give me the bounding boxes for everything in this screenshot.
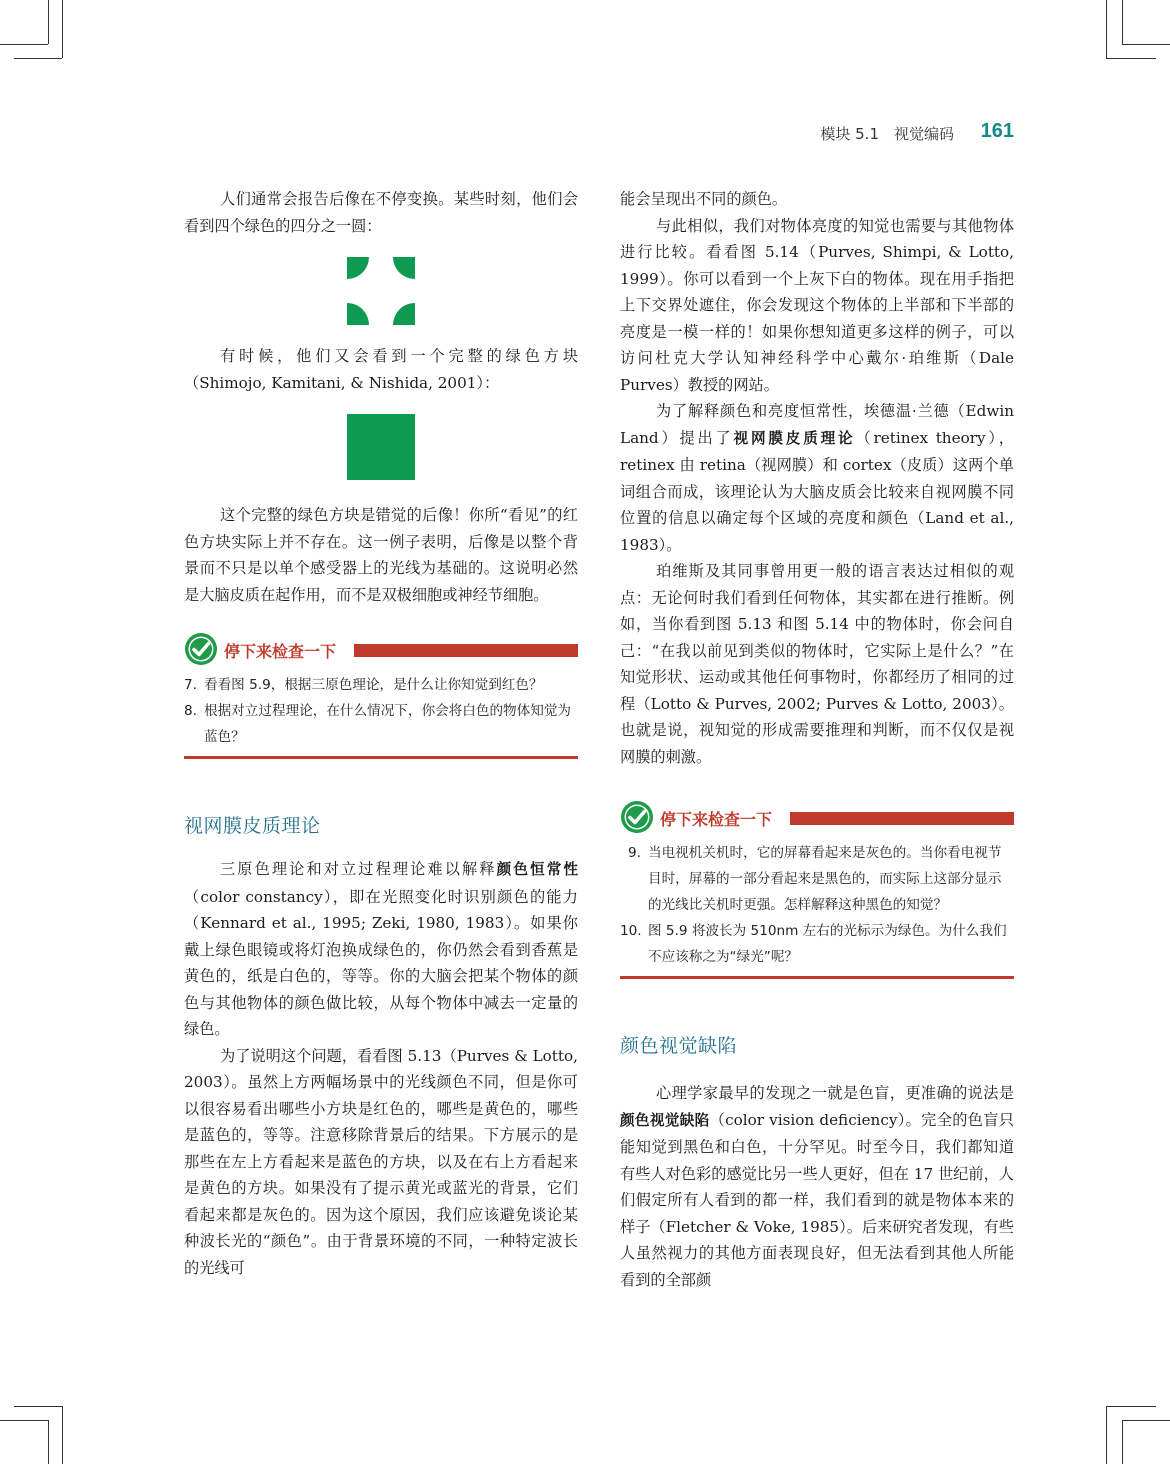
key-term: 颜色视觉缺陷 bbox=[620, 1111, 710, 1129]
crop-mark bbox=[1106, 1406, 1156, 1407]
stop-and-check-header bbox=[620, 800, 1014, 836]
crop-mark bbox=[62, 0, 63, 58]
paragraph: 有时候，他们又会看到一个完整的绿色方块（Shimojo, Kamitani, & Nishida, 2001）： bbox=[184, 347, 578, 392]
crop-mark bbox=[0, 1420, 48, 1421]
paragraph: 三原色理论和对立过程理论难以解释颜色恒常性（color constancy），即在光照变化时识别颜色的能力（Kennard et al., 1995; Zeki, 1980, 1983）。如果你戴上绿色眼镜或将灯泡换成绿色的，你仍然会看到香蕉是黄色的，纸是白色的，等等。你的大脑会把某个物体的颜色与其他物体的颜色做比较，从每个物体中减去一定量的绿色。 bbox=[184, 860, 578, 1038]
crop-mark bbox=[1122, 1420, 1170, 1421]
crop-mark bbox=[1122, 0, 1123, 44]
question-text: 当电视机关机时，它的屏幕看起来是灰色的。当你看电视节目时，屏幕的一部分看起来是黑色的，而实际上这部分显示的光线比关机时更强。怎样解释这种黑色的知觉？ bbox=[648, 845, 1002, 913]
crop-mark bbox=[48, 1420, 49, 1464]
checkmark-icon bbox=[620, 800, 654, 834]
key-term: 颜色恒常性 bbox=[496, 861, 578, 878]
key-term: 视网膜皮质理论 bbox=[733, 429, 856, 447]
green-square-figure bbox=[347, 414, 415, 480]
stop-and-check-box bbox=[620, 800, 1014, 979]
quarter-circle-bottom-right bbox=[393, 303, 415, 325]
section-heading: 视网膜皮质理论 bbox=[184, 815, 321, 837]
checkmark-icon bbox=[184, 632, 218, 666]
quarter-circle-bottom-left bbox=[347, 303, 369, 325]
paragraph: 人们通常会报告后像在不停变换。某些时刻，他们会看到四个绿色的四分之一圆： bbox=[184, 190, 578, 235]
question-number: 9. bbox=[628, 845, 641, 861]
quarter-circle-top-left bbox=[347, 257, 369, 279]
title-bar bbox=[790, 812, 1014, 825]
paragraph: 这个完整的绿色方块是错觉的后像！你所“看见”的红色方块实际上并不存在。这一例子表明，后像是以整个背景而不只是以单个感受器上的光线为基础的。这说明必然是大脑皮质在起作用，而不是双极细胞或神经节细胞。 bbox=[184, 506, 578, 604]
crop-mark bbox=[1106, 0, 1107, 58]
paragraph: 心理学家最早的发现之一就是色盲，更准确的说法是颜色视觉缺陷（color vision deficiency）。完全的色盲只能知觉到黑色和白色，十分罕见。时至今日，我们都知道有些人对色彩的感觉比另一些人更好，但在 17 世纪前，人们假定所有人看到的都一样，我们看到的就是物体本来的样子（Fletcher & Voke, 1985）。后来研究者发现，有些人虽然视力的其他方面表现良好，但无法看到其他人所能看到的全部颜 bbox=[620, 1084, 1014, 1289]
crop-mark bbox=[14, 1406, 62, 1407]
paragraph: 珀维斯及其同事曾用更一般的语言表达过相似的观点：无论何时我们看到任何物体，其实都在进行推断。例如，当你看到图 5.13 和图 5.14 中的物体时，你会问自己：“在我以前见到类似的物体时，它实际上是什么？”在知觉形状、运动或其他任何事物时，你都经历了相同的过程（Lotto & Purves, 2002; Purves & Lotto, 2003）。也就是说，视知觉的形成需要推理和判断，而不仅仅是视网膜的刺激。 bbox=[620, 562, 1014, 766]
question-text: 图 5.9 将波长为 510nm 左右的光标示为绿色。为什么我们不应该称之为“绿光”呢？ bbox=[648, 923, 1007, 965]
page-number: 161 bbox=[980, 120, 1014, 142]
stop-and-check-title: 停下来检查一下 bbox=[224, 642, 337, 661]
stop-and-check-title: 停下来检查一下 bbox=[660, 810, 773, 829]
question-number: 7. bbox=[184, 677, 197, 693]
question-number: 10. bbox=[620, 923, 642, 939]
stop-and-check-header bbox=[184, 632, 578, 668]
crop-mark bbox=[48, 0, 49, 44]
paragraph: 能会呈现出不同的颜色。 bbox=[620, 190, 788, 208]
box-bottom-rule bbox=[184, 756, 578, 759]
crop-mark bbox=[1106, 1406, 1107, 1464]
crop-mark bbox=[1122, 44, 1170, 45]
title-bar bbox=[354, 644, 578, 657]
left-column bbox=[184, 186, 578, 1281]
crop-mark bbox=[0, 44, 48, 45]
box-bottom-rule bbox=[620, 976, 1014, 979]
quarter-circles-figure bbox=[347, 257, 415, 325]
right-column bbox=[620, 186, 1014, 1293]
paragraph: 与此相似，我们对物体亮度的知觉也需要与其他物体进行比较。看看图 5.14（Purves, Shimpi, & Lotto, 1999）。你可以看到一个上灰下白的物体。现在用手指把上下交界处遮住，你会发现这个物体的上半部和下半部的亮度是一模一样的！如果你想知道更多这样的例子，可以访问杜克大学认知神经科学中心戴尔·珀维斯（Dale Purves）教授的网站。 bbox=[620, 216, 1014, 394]
crop-mark bbox=[14, 58, 62, 59]
question-number: 8. bbox=[184, 703, 197, 719]
question-item bbox=[620, 840, 1014, 918]
running-header bbox=[760, 121, 1016, 147]
section-title: 模块 5.1 视觉编码 bbox=[820, 125, 954, 143]
question-text: 根据对立过程理论，在什么情况下，你会将白色的物体知觉为蓝色？ bbox=[204, 703, 572, 745]
crop-mark bbox=[1106, 58, 1156, 59]
crop-mark bbox=[1122, 1420, 1123, 1464]
question-list bbox=[620, 840, 1014, 970]
crop-mark bbox=[62, 1406, 63, 1464]
paragraph: 为了解释颜色和亮度恒常性，埃德温·兰德（Edwin Land）提出了视网膜皮质理论（retinex theory），retinex 由 retina（视网膜）和 cortex（皮质）这两个单词组合而成，该理论认为大脑皮质会比较来自视网膜不同位置的信息以确定每个区域的亮度和颜色（Land et al., 1983）。 bbox=[620, 402, 1014, 554]
quarter-circle-top-right bbox=[393, 257, 415, 279]
question-item bbox=[184, 672, 578, 698]
stop-and-check-box bbox=[184, 632, 578, 759]
paragraph: 为了说明这个问题，看看图 5.13（Purves & Lotto, 2003）。虽然上方两幅场景中的光线颜色不同，但是你可以很容易看出哪些小方块是红色的，哪些是黄色的，哪些是蓝色的，等等。注意移除背景后的结果。下方展示的是那些在左上方看起来是蓝色的方块，以及在右上方看起来是黄色的方块。如果没有了提示黄光或蓝光的背景，它们看起来都是灰色的。因为这个原因，我们应该避免谈论某种波长光的“颜色”。由于背景环境的不同，一种特定波长的光线可 bbox=[184, 1046, 578, 1277]
question-item bbox=[620, 918, 1014, 970]
question-text: 看看图 5.9，根据三原色理论，是什么让你知觉到红色？ bbox=[204, 677, 543, 693]
question-list bbox=[184, 672, 578, 750]
question-item bbox=[184, 698, 578, 750]
section-heading: 颜色视觉缺陷 bbox=[620, 1035, 738, 1057]
